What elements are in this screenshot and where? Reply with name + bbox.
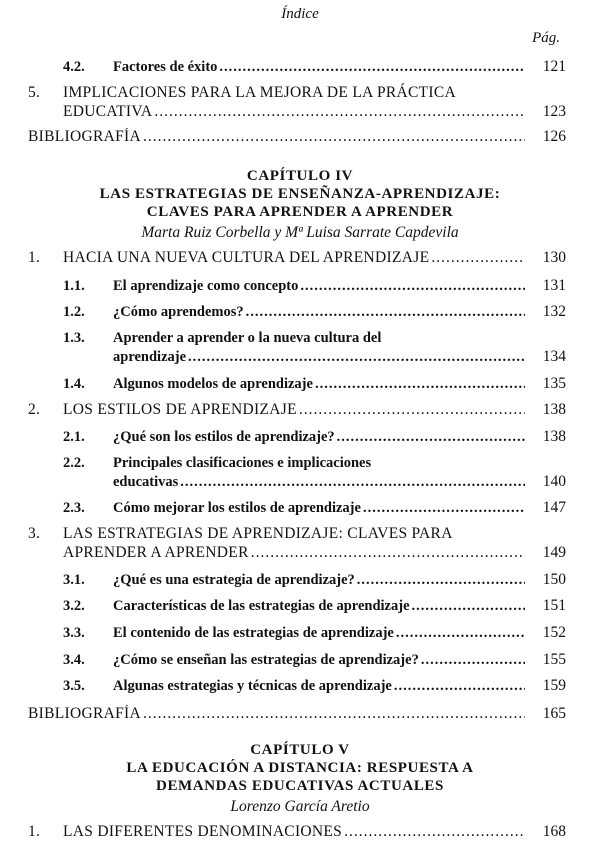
entry-number: 3. [28, 525, 41, 542]
entry-title: LAS DIFERENTES DENOMINACIONES [63, 823, 343, 840]
entry-title: Algunas estrategias y técnicas de aprendizaje [113, 678, 392, 694]
entry-title-line2: aprendizaje [113, 349, 187, 365]
entry-title: Características de las estrategias de aprendizaje [113, 598, 410, 614]
entry-title: El aprendizaje como concepto [113, 278, 299, 294]
leader-dots [188, 348, 525, 366]
chapter-authors: Lorenzo García Aretio [230, 798, 370, 815]
leader-dots [246, 303, 525, 321]
entry-page: 168 [542, 823, 566, 840]
leader-dots [363, 499, 525, 517]
entry-page: 149 [542, 544, 566, 561]
leader-dots [337, 428, 525, 446]
entry-number: 3.5. [63, 678, 85, 694]
leader-dots [431, 249, 525, 267]
entry-page: 138 [542, 401, 566, 418]
entry-page: 152 [542, 624, 566, 641]
chapter-title-line2: CLAVES PARA APRENDER A APRENDER [146, 204, 454, 220]
entry-number: 2.1. [63, 429, 85, 445]
entry-title: Factores de éxito [113, 59, 218, 75]
entry-title: ¿Qué son los estilos de aprendizaje? [113, 429, 335, 445]
leader-dots [143, 128, 525, 146]
entry-title: HACIA UNA NUEVA CULTURA DEL APRENDIZAJE [63, 249, 430, 266]
entry-page: 130 [542, 249, 566, 266]
entry-number: 2.2. [63, 455, 85, 471]
entry-page: 155 [542, 651, 566, 668]
entry-page: 131 [542, 277, 566, 294]
leader-dots [315, 375, 525, 393]
entry-page: 126 [542, 128, 566, 145]
leader-dots [344, 823, 525, 841]
leader-dots [299, 401, 525, 419]
entry-page: 165 [542, 705, 566, 722]
entry-title-line1: Aprender a aprender o la nueva cultura del [113, 330, 382, 346]
entry-title: LOS ESTILOS DE APRENDIZAJE [63, 401, 297, 418]
entry-page: 151 [542, 597, 566, 614]
leader-dots [394, 677, 525, 695]
page-column-label: Pág. [532, 30, 560, 46]
entry-number: 2.3. [63, 500, 85, 516]
leader-dots [421, 651, 525, 669]
entry-title-line1: IMPLICACIONES PARA LA MEJORA DE LA PRÁCTICA [63, 84, 456, 101]
entry-page: 147 [542, 499, 566, 516]
entry-title: BIBLIOGRAFÍA [28, 705, 141, 722]
entry-number: 1.3. [63, 330, 85, 346]
chapter-title-line1: LAS ESTRATEGIAS DE ENSEÑANZA-APRENDIZAJE: [99, 186, 501, 202]
leader-dots [143, 705, 525, 723]
entry-title-line1: LAS ESTRATEGIAS DE APRENDIZAJE: CLAVES PARA [63, 525, 453, 542]
leader-dots [300, 277, 525, 295]
entry-number: 1.4. [63, 376, 85, 392]
entry-number: 5. [28, 84, 41, 101]
entry-page: 150 [542, 571, 566, 588]
entry-title-line2: EDUCATIVA [63, 103, 153, 120]
leader-dots [357, 571, 525, 589]
leader-dots [251, 544, 525, 562]
entry-page: 121 [542, 58, 566, 75]
entry-title: Cómo mejorar los estilos de aprendizaje [113, 500, 361, 516]
entry-number: 3.3. [63, 625, 85, 641]
leader-dots [412, 597, 525, 615]
running-header: Índice [281, 6, 319, 22]
entry-title: El contenido de las estrategias de aprendizaje [113, 625, 394, 641]
entry-title: Algunos modelos de aprendizaje [113, 376, 313, 392]
chapter-authors: Marta Ruiz Corbella y Mª Luisa Sarrate Capdevila [141, 224, 459, 241]
chapter-title-line1: LA EDUCACIÓN A DISTANCIA: RESPUESTA A [126, 760, 474, 776]
entry-number: 1.2. [63, 304, 85, 320]
entry-number: 3.1. [63, 572, 85, 588]
entry-title-line1: Principales clasificaciones e implicaciones [113, 455, 372, 471]
chapter-number: CAPÍTULO IV [246, 168, 354, 184]
entry-title-line2: educativas [113, 474, 179, 490]
entry-title: ¿Qué es una estrategia de aprendizaje? [113, 572, 355, 588]
leader-dots [180, 473, 525, 491]
entry-number: 4.2. [63, 59, 85, 75]
leader-dots [396, 624, 525, 642]
entry-number: 2. [28, 401, 41, 418]
entry-page: 123 [542, 103, 566, 120]
entry-number: 1. [28, 823, 41, 840]
entry-page: 138 [542, 428, 566, 445]
entry-page: 159 [542, 677, 566, 694]
entry-number: 3.4. [63, 652, 85, 668]
entry-page: 140 [542, 473, 566, 490]
entry-page: 134 [542, 348, 566, 365]
chapter-title-line2: DEMANDAS EDUCATIVAS ACTUALES [156, 778, 444, 794]
entry-title: ¿Cómo aprendemos? [113, 304, 244, 320]
leader-dots [219, 58, 525, 76]
entry-number: 1.1. [63, 278, 85, 294]
entry-title: ¿Cómo se enseñan las estrategias de aprendizaje? [113, 652, 419, 668]
leader-dots [154, 103, 525, 121]
chapter-number: CAPÍTULO V [250, 742, 350, 758]
entry-number: 1. [28, 249, 41, 266]
entry-title: BIBLIOGRAFÍA [28, 128, 141, 145]
entry-number: 3.2. [63, 598, 85, 614]
entry-page: 135 [542, 375, 566, 392]
entry-title-line2: APRENDER A APRENDER [63, 544, 249, 561]
entry-page: 132 [542, 303, 566, 320]
